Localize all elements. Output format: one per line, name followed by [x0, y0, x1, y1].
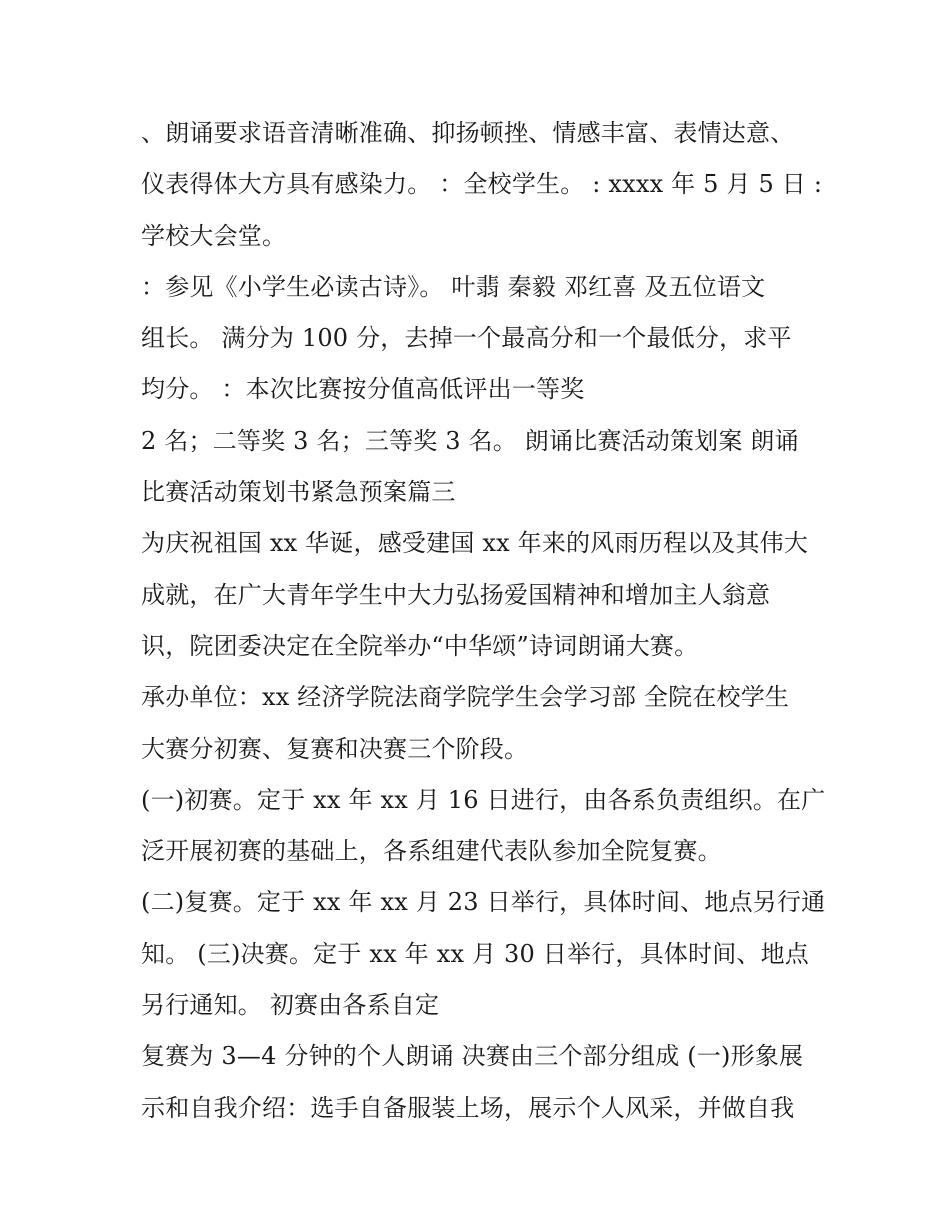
document-body	[141, 108, 826, 1134]
text-line: 均分。 ：本次比赛按分值高低评出一等奖	[141, 375, 585, 404]
text-line: 大赛分初赛、复赛和决赛三个阶段。	[141, 734, 529, 763]
text-line: 2 名；二等奖 3 名；三等奖 3 名。 朗诵比赛活动策划案 朗诵	[141, 426, 799, 455]
text-line: (一)初赛。定于 xx 年 xx 月 16 日进行，由各系负责组织。在广	[141, 785, 826, 814]
text-line: 示和自我介绍：选手自备服装上场，展示个人风采，并做自我	[141, 1093, 795, 1122]
text-line: 承办单位：xx 经济学院法商学院学生会学习部 全院在校学生	[141, 683, 790, 712]
text-line: 比赛活动策划书紧急预案篇三	[141, 478, 456, 507]
text-line: 另行通知。 初赛由各系自定	[141, 991, 440, 1020]
text-line: (二)复赛。定于 xx 年 xx 月 23 日举行，具体时间、地点另行通	[141, 888, 826, 917]
text-line: 、朗诵要求语音清晰准确、抑扬顿挫、情感丰富、表情达意、	[141, 119, 795, 147]
text-line: 学校大会堂。	[141, 221, 287, 250]
text-line: 成就，在广大青年学生中大力弘扬爱国精神和增加主人翁意	[141, 580, 771, 609]
text-line: 组长。 满分为 100 分，去掉一个最高分和一个最低分，求平	[141, 324, 792, 353]
text-line: 泛开展初赛的基础上，各系组建代表队参加全院复赛。	[141, 837, 722, 866]
text-line: 知。 (三)决赛。定于 xx 年 xx 月 30 日举行，具体时间、地点	[141, 939, 810, 968]
text-line: ：参见《小学生必读古诗》。 叶翡 秦毅 邓红喜 及五位语文	[141, 272, 766, 301]
text-line: 识，院团委决定在全院举办“中华颂”诗词朗诵大赛。	[141, 631, 699, 660]
text-line: 复赛为 3—4 分钟的个人朗诵 决赛由三个部分组成 (一)形象展	[141, 1042, 804, 1071]
text-line: 仪表得体大方具有感染力。 ：全校学生。 : xxxx 年 5 月 5 日 :	[141, 170, 823, 199]
text-line: 为庆祝祖国 xx 华诞，感受建国 xx 年来的风雨历程以及其伟大	[141, 529, 809, 558]
